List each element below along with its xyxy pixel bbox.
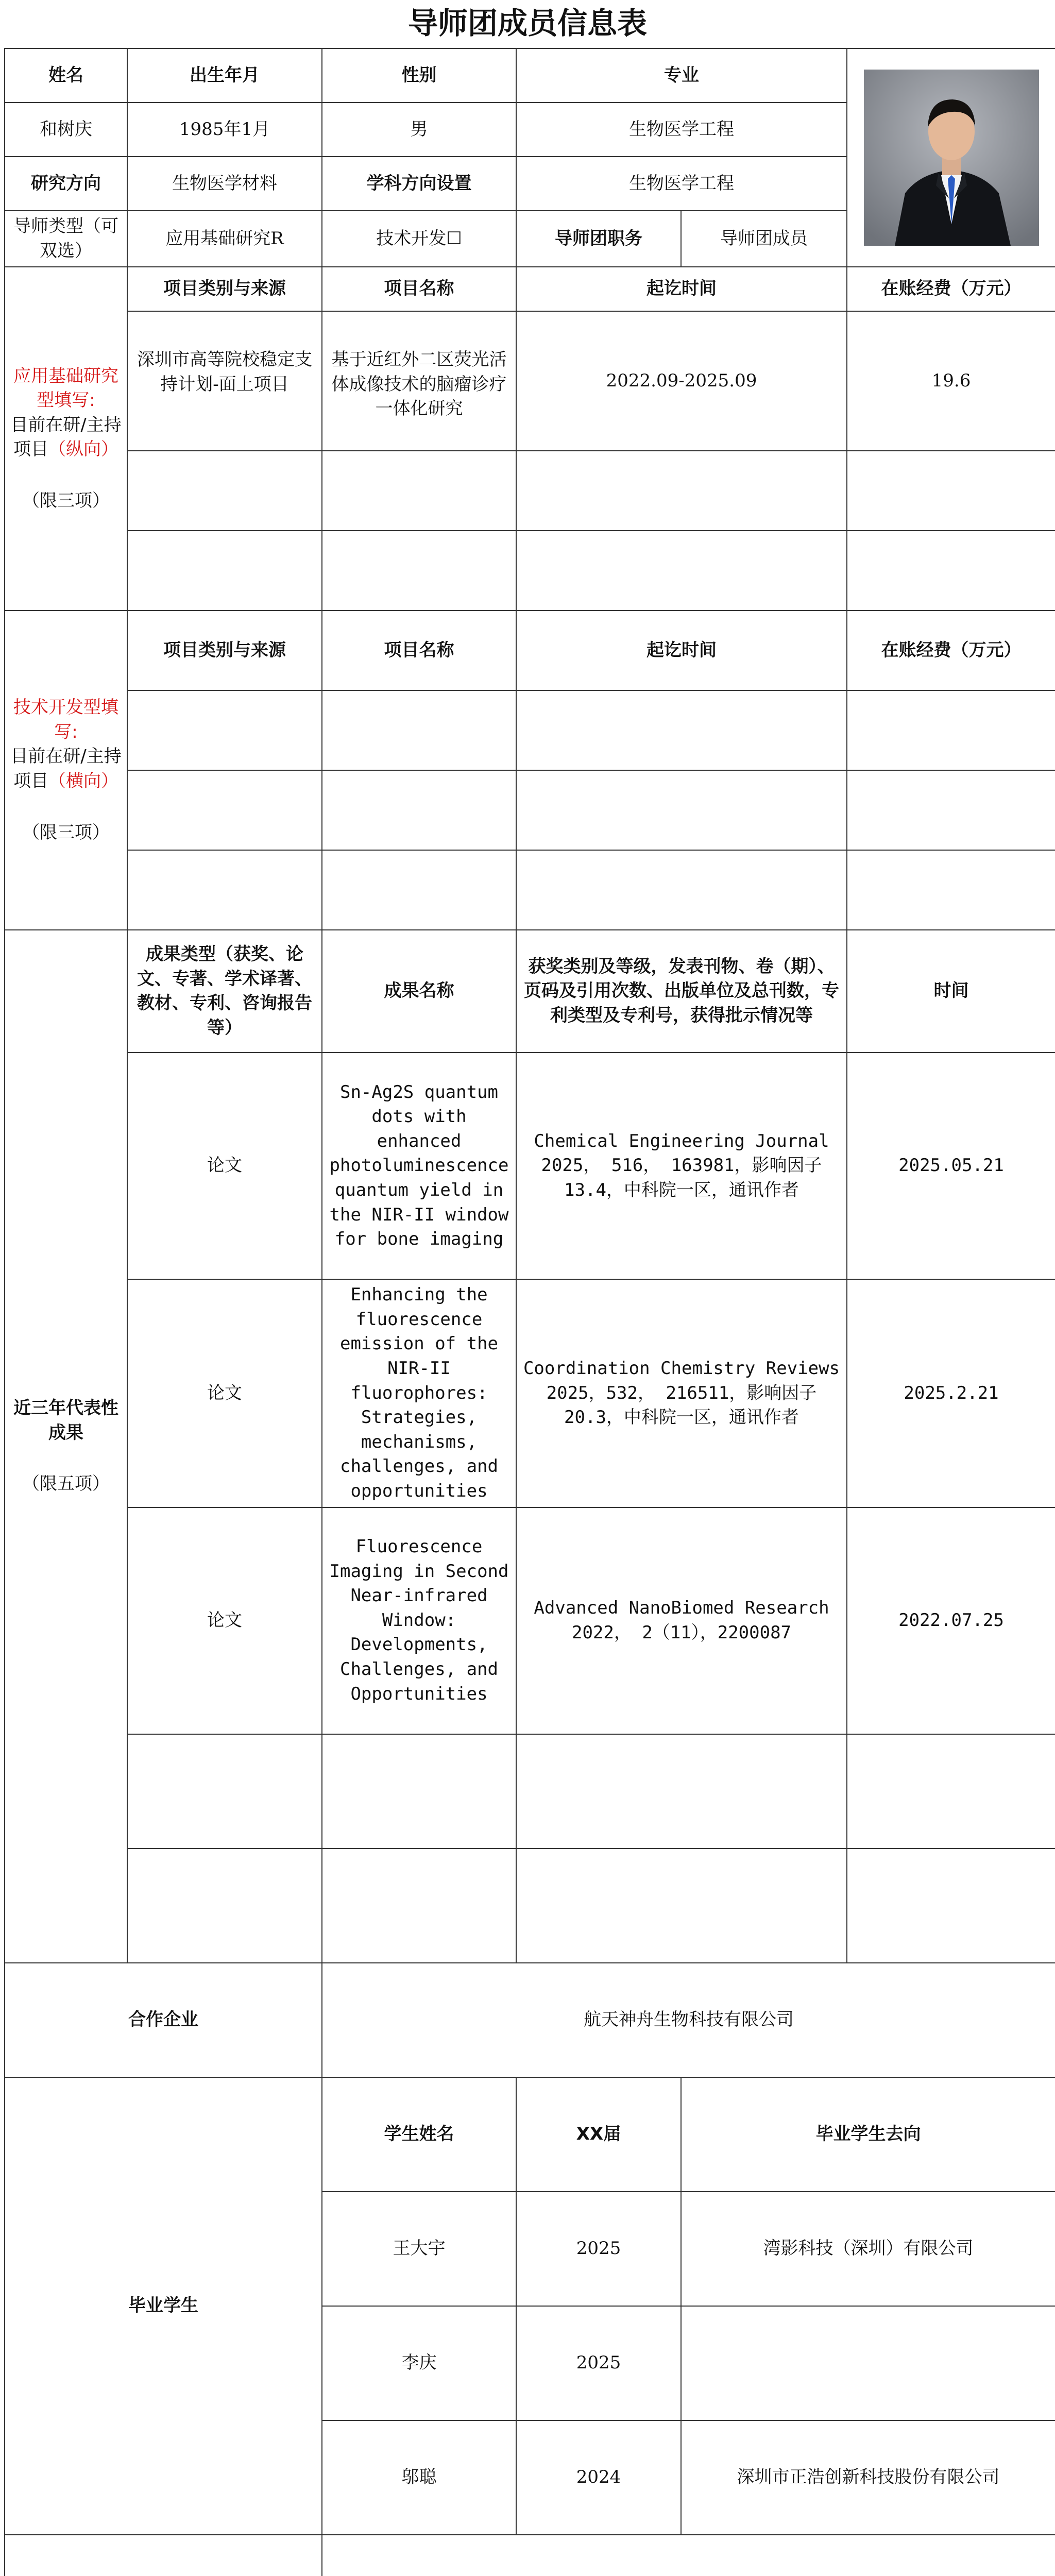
graduate-year: 2025 xyxy=(516,2306,681,2420)
applied-row-source: 深圳市高等院校稳定支持计划-面上项目 xyxy=(127,311,322,451)
achievements-header-date: 时间 xyxy=(847,930,1055,1053)
research-value: 生物医学材料 xyxy=(127,157,322,211)
position-label: 导师团职务 xyxy=(516,211,681,267)
achievement-date: 2022.07.25 xyxy=(847,1507,1055,1734)
tech-empty-cell xyxy=(516,690,847,770)
gender-value: 男 xyxy=(322,103,516,157)
mentor-info-table xyxy=(4,48,1055,2576)
type-label: 导师类型（可双选） xyxy=(5,211,127,267)
tech-empty-cell xyxy=(847,850,1055,930)
achievement-empty-cell xyxy=(127,1734,322,1849)
graduates-header-dest: 毕业学生去向 xyxy=(681,2077,1055,2192)
graduate-destination: 湾影科技（深圳）有限公司 xyxy=(681,2192,1055,2306)
achievement-date: 2025.05.21 xyxy=(847,1053,1055,1279)
achievements-side-note: （限五项） xyxy=(22,1473,110,1495)
achievement-type: 论文 xyxy=(127,1053,322,1279)
name-label: 姓名 xyxy=(5,48,127,103)
tech-empty-cell xyxy=(322,690,516,770)
discipline-value: 生物医学工程 xyxy=(516,157,847,211)
achievement-detail: Advanced NanoBiomed Research 2022， 2（11），2200087 xyxy=(516,1507,847,1734)
type-applied: 应用基础研究R xyxy=(127,211,322,267)
achievements-header-name: 成果名称 xyxy=(322,930,516,1053)
achievement-detail: Coordination Chemistry Reviews 2025，532， 216511，影响因子20.3，中科院一区，通讯作者 xyxy=(516,1279,847,1507)
achievements-side-label: 近三年代表性成果 （限五项） xyxy=(5,930,127,1962)
achievements-header-type: 成果类型（获奖、论文、专著、学术译著、教材、专利、咨询报告等） xyxy=(127,930,322,1053)
applied-empty-cell xyxy=(516,531,847,611)
major-label: 专业 xyxy=(516,48,847,103)
achievement-date: 2025.2.21 xyxy=(847,1279,1055,1507)
tech-empty-cell xyxy=(127,690,322,770)
applied-empty-cell xyxy=(516,451,847,531)
applied-row-period: 2022.09-2025.09 xyxy=(516,311,847,451)
achievement-title: Sn-Ag2S quantum dots with enhanced photoluminescence quantum yield in the NIR-II window for bone imaging xyxy=(322,1053,516,1279)
position-value: 导师团成员 xyxy=(681,211,847,267)
tech-empty-cell xyxy=(127,850,322,930)
achievement-empty-cell xyxy=(322,1849,516,1963)
achievement-empty-cell xyxy=(127,1849,322,1963)
achievement-empty-cell xyxy=(847,1849,1055,1963)
applied-empty-cell xyxy=(847,531,1055,611)
portrait-photo xyxy=(864,70,1039,246)
applied-row-funds: 19.6 xyxy=(847,311,1055,451)
graduate-year: 2024 xyxy=(516,2420,681,2535)
name-value: 和树庆 xyxy=(5,103,127,157)
partner-value: 航天神舟生物科技有限公司 xyxy=(322,1963,1055,2077)
type-tech: 技术开发☐ xyxy=(322,211,516,267)
applied-empty-cell xyxy=(322,531,516,611)
tech-header-funds: 在账经费（万元） xyxy=(847,611,1055,690)
achievement-type: 论文 xyxy=(127,1507,322,1734)
graduate-destination: 深圳市正浩创新科技股份有限公司 xyxy=(681,2420,1055,2535)
graduate-name: 王大宇 xyxy=(322,2192,516,2306)
achievement-empty-cell xyxy=(847,1734,1055,1849)
achievement-empty-cell xyxy=(322,1734,516,1849)
research-label: 研究方向 xyxy=(5,157,127,211)
tech-empty-cell xyxy=(847,690,1055,770)
tech-empty-cell xyxy=(322,850,516,930)
tech-empty-cell xyxy=(322,770,516,850)
birth-value: 1985年1月 xyxy=(127,103,322,157)
applied-header-name: 项目名称 xyxy=(322,267,516,311)
applied-empty-cell xyxy=(847,451,1055,531)
discipline-label: 学科方向设置 xyxy=(322,157,516,211)
tech-header-source: 项目类别与来源 xyxy=(127,611,322,690)
achievement-empty-cell xyxy=(516,1734,847,1849)
applied-side-note: （限三项） xyxy=(22,490,110,512)
tech-empty-cell xyxy=(516,770,847,850)
tech-header-period: 起讫时间 xyxy=(516,611,847,690)
graduates-label: 毕业学生 xyxy=(5,2077,322,2535)
graduate-name: 李庆 xyxy=(322,2306,516,2420)
photo-cell xyxy=(847,48,1055,267)
graduate-name: 邬聪 xyxy=(322,2420,516,2535)
applied-row-name: 基于近红外二区荧光活体成像技术的脑瘤诊疗一体化研究 xyxy=(322,311,516,451)
applied-side-label: 应用基础研究型填写: 目前在研/主持项目（纵向） （限三项） xyxy=(5,267,127,611)
major-value: 生物医学工程 xyxy=(516,103,847,157)
page-title: 导师团成员信息表 xyxy=(407,6,647,41)
graduate-destination xyxy=(681,2306,1055,2420)
tech-empty-cell xyxy=(127,770,322,850)
graduate-year: 2025 xyxy=(516,2192,681,2306)
portrait-image xyxy=(864,70,1039,246)
applied-empty-cell xyxy=(127,531,322,611)
achievement-empty-cell xyxy=(516,1849,847,1963)
achievement-title: Enhancing the fluorescence emission of the NIR-II fluorophores: Strategies, mechanisms, challenges, and opportunities xyxy=(322,1279,516,1507)
tech-empty-cell xyxy=(847,770,1055,850)
gender-label: 性别 xyxy=(322,48,516,103)
achievement-detail: Chemical Engineering Journal 2025， 516， 163981，影响因子13.4，中科院一区，通讯作者 xyxy=(516,1053,847,1279)
applied-empty-cell xyxy=(322,451,516,531)
graduates-header-year: XX届 xyxy=(516,2077,681,2192)
birth-label: 出生年月 xyxy=(127,48,322,103)
tech-side-label: 技术开发型填写: 目前在研/主持项目（横向） （限三项） xyxy=(5,611,127,930)
achievement-title: Fluorescence Imaging in Second Near-infrared Window: Developments, Challenges, and Opportunities xyxy=(322,1507,516,1734)
achievements-header-detail: 获奖类别及等级，发表刊物、卷（期）、页码及引用次数、出版单位及总刊数，专利类型及专利号，获得批示情况等 xyxy=(516,930,847,1053)
graduates-header-name: 学生姓名 xyxy=(322,2077,516,2192)
requirement-label xyxy=(5,2535,322,2576)
achievement-type: 论文 xyxy=(127,1279,322,1507)
partner-label: 合作企业 xyxy=(5,1963,322,2077)
tech-empty-cell xyxy=(516,850,847,930)
applied-header-source: 项目类别与来源 xyxy=(127,267,322,311)
tech-header-name: 项目名称 xyxy=(322,611,516,690)
requirement-value xyxy=(322,2535,1055,2576)
applied-header-funds: 在账经费（万元） xyxy=(847,267,1055,311)
applied-empty-cell xyxy=(127,451,322,531)
tech-side-note: （限三项） xyxy=(22,822,110,843)
applied-header-period: 起讫时间 xyxy=(516,267,847,311)
